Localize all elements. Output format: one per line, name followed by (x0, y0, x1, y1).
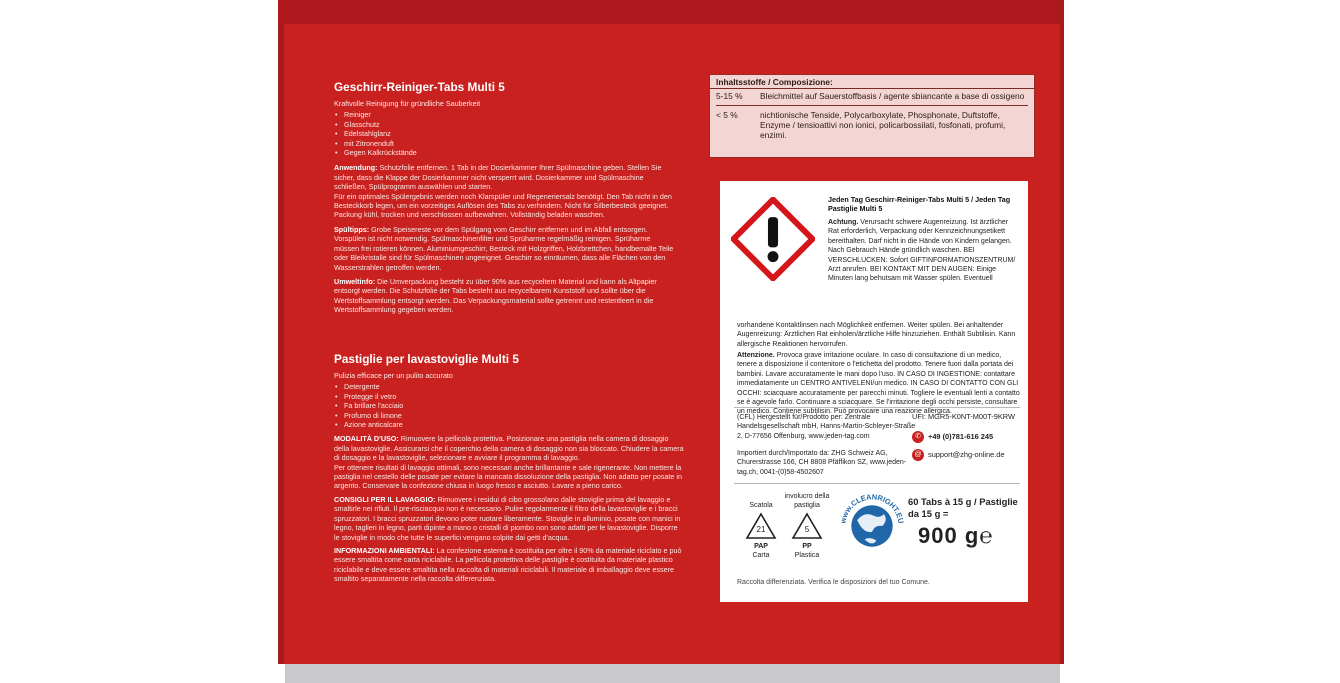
divider (734, 407, 1020, 408)
warning-italian-label: Attenzione. (737, 352, 775, 359)
italian-env-text: La confezione esterna è costituita per oltre il 90% da materiale riciclato e può essere smaltita come carta riciclabile. La pellicola protettiva delle pastiglie è costituita da materiale plastico riciclabile e deve essere smaltita nella raccolta di materiali riciclabili. Il materiale di imballaggio deve essere smaltito separatamente nella raccolta differenziata. (334, 545, 682, 584)
recycling-wrapper-material: PP (802, 543, 812, 550)
german-title: Geschirr-Reiniger-Tabs Multi 5 (334, 80, 505, 94)
german-section (334, 80, 674, 315)
recycling-box-code: 21 (756, 525, 766, 534)
list-item: • Azione anticalcare (334, 420, 684, 429)
italian-usage-label: MODALITÀ D'USO: (334, 434, 399, 444)
italian-subtitle: Pulizia efficace per un pulito accurato (334, 371, 453, 380)
list-item: • Protegge il vetro (334, 392, 684, 401)
italian-env-label: INFORMAZIONI AMBIENTALI: (334, 545, 435, 555)
ufi-code: UFI: MGR5-K0NT-M00T-9KRW (912, 412, 1015, 421)
ingredients-table (709, 74, 1035, 158)
german-env-label: Umweltinfo: (334, 276, 376, 286)
german-tips-text: Grobe Speisereste vor dem Spülgang vom Geschirr entfernen und im Abfall entsorgen. Vorspülen ist nicht notwendig. Spülmaschinenfilter und Sprüharme regelmäßig reinigen. Sprüharme müssen frei rotieren können. Aluminiumgeschirr, Besteck mit Holzgriffen, Holzbrettchen, handbemalte Teile oder Bleikristalle sind für Spülmaschinen ungeeignet. Geschirr so einräumen, dass alle Flächen von den Wasserstrahlen getroffen werden. (334, 224, 674, 272)
italian-section (334, 352, 684, 584)
phone-line (912, 431, 1026, 443)
box-top-edge (278, 0, 1060, 24)
german-usage-label: Anwendung: (334, 163, 378, 173)
german-usage (334, 163, 674, 191)
italian-tips (334, 495, 684, 542)
recycling-box-name: Carta (752, 552, 770, 559)
recycling-box-title: Scatola (749, 502, 773, 509)
list-item: • Fa brillare l'acciaio (334, 401, 684, 410)
box-bottom-edge (285, 664, 1060, 683)
divider (734, 483, 1020, 484)
warning-german-text: Verursacht schwere Augenreizung. Ist ärztlicher Rat erforderlich, Verpackung oder Kennzeichnungsetikett bereithalten. Darf nicht in die Hände von Kindern gelangen. Nach Gebrauch Hände gründlich waschen. BEI VERSCHLUCKEN: Sofort GIFTINFORMATIONSZENTRUM/ Arzt anrufen. BEI KONTAKT MIT DEN AUGEN: Einige Minuten lang behutsam mit Wasser spülen. Eventuell (828, 219, 1016, 283)
recycling-wrapper (782, 492, 832, 560)
ingredients-row (710, 108, 1034, 142)
list-item: • Detergente (334, 382, 684, 391)
warning-german (828, 218, 1018, 284)
exclamation-hazard-icon (731, 197, 815, 281)
label-title: Jeden Tag Geschirr-Reiniger-Tabs Multi 5 / Jeden Tag Pastiglie Multi 5 (828, 195, 1011, 214)
cleanright-text: www.CLEANRIGHT.EU (838, 492, 906, 525)
german-subtitle: Kraftvolle Reinigung für gründliche Sauberkeit (334, 99, 481, 108)
italian-usage-text: Rimuovere la pellicola protettiva. Posizionare una pastiglia nella camera di dosaggio della lavastoviglie. Assicurarsi che il coperchio della camera di dosaggio non sia bloccato. Chiudere la camera di dosaggio e la lavastoviglie, selezionare e avviare il programma di lavaggio. (334, 434, 684, 463)
email-line (912, 449, 1026, 461)
german-bullets (334, 110, 674, 157)
manufacturer-info: (CFL) Hergestellt für/Prodotto per: Zentrale Handelsgesellschaft mbH, Hanns-Martin-Schleyer-Straße 2, D-77656 Offenburg, www.jeden-tag.com (737, 414, 916, 440)
email-address: support@zhg-online.de (928, 450, 1005, 459)
recycling-arrows-icon (791, 512, 823, 540)
recycling-wrapper-name: Plastica (794, 552, 820, 559)
warning-german-label: Achtung. (828, 219, 859, 226)
ingredients-header: Inhaltsstoffe / Composizione: (710, 75, 1034, 89)
list-item: • mit Zitronenduft (334, 139, 674, 148)
list-item: • Profumo di limone (334, 411, 684, 420)
german-env-text: Die Umverpackung besteht zu über 90% aus recyceltem Material und kann als Altpapier entsorgt werden. Die Schutzfolie der Tabs besteht aus recycelbarem Kunststoff und sollte über die Wertstoffsammlung entsorgt werden. Das Verpackungsmaterial sollte getrennt und restentleert in die Wertstoffsammlung gegeben werden. (334, 276, 657, 315)
german-tips (334, 225, 674, 272)
italian-tips-label: CONSIGLI PER IL LAVAGGIO: (334, 494, 436, 504)
ingredient-text: nichtionische Tenside, Polycarboxylate, Phosphonate, Duftstoffe, Enzyme / tensioattivi non ionici, policarbossilati, fosfonati, profumi, enzimi. (760, 110, 1006, 140)
recycling-wrapper-title: involucro della pastiglia (784, 493, 830, 509)
importer-info: Importiert durch/Importato da: ZHG Schweiz AG, Churerstrasse 166, CH 8808 Pfäffikon SZ, www.jeden-tag.ch, 0041-(0)58-4502607 (737, 450, 907, 476)
warning-label (720, 181, 1028, 602)
phone-number: +49 (0)781-616 245 (928, 432, 994, 441)
italian-usage (334, 434, 684, 462)
german-usage-2: Für ein optimales Spülergebnis werden noch Klarspüler und Regeneriersalz benötigt. Den Tab nicht in den Besteckkorb legen, um ein vorzeitiges Auflösen des Tabs zu verhindern. Nicht für Silberbesteck geeignet. Packung kühl, trocken und verschlossen aufbewahren. Vollständig beladen waschen. (334, 191, 672, 220)
recycling-box-material: PAP (754, 543, 768, 550)
italian-tips-text: Rimuovere i residui di cibo grossolano dalle stoviglie prima del lavaggio e smaltirle nei rifiuti. Il pre-risciacquo non è necessario. Pulire regolarmente il filtro della lavastoviglie e i bracci spruzzatori. I bracci spruzzatori devono poter ruotare liberamente. Stoviglie in alluminio, posate con manici in legno, taglieri in legno, parti dipinte a mano o cristalli di piombo non sono adatti per le lavastoviglie. Disporre le stoviglie in modo che tutte le superfici vengano colpite dai getti d'acqua. (334, 494, 681, 542)
list-item: • Reiniger (334, 110, 674, 119)
german-usage-text: Schutzfolie entfernen. 1 Tab in der Dosierkammer Ihrer Spülmaschine geben. Stellen Sie sicher, dass die Klappe der Dosierkammer nicht versperrt wird. Dosierkammer und Spülmaschine schließen, Spülprogramm auswählen und starten. (334, 163, 662, 192)
ingredient-percent: < 5 % (716, 110, 738, 120)
german-tips-label: Spültipps: (334, 224, 370, 234)
recycling-arrows-icon (745, 512, 777, 540)
warning-german-continued: vorhandene Kontaktlinsen nach Möglichkeit entfernen. Weiter spülen. Bei anhaltender Augenreizung: Ärztlichen Rat einholen/ärztliche Hilfe hinzuziehen. Enthält Subtilisin. Kann allergische Reaktionen hervorrufen. (737, 322, 1016, 348)
italian-title: Pastiglie per lavastoviglie Multi 5 (334, 352, 519, 366)
phone-icon: ✆ (912, 431, 924, 443)
quantity-text: 60 Tabs à 15 g / Pastiglie da 15 g = (908, 496, 1018, 519)
german-env (334, 277, 674, 315)
recycling-wrapper-code: 5 (804, 525, 810, 534)
ingredient-text: Bleichmittel auf Sauerstoffbasis / agente sbiancante a base di ossigeno (760, 91, 1025, 101)
email-icon: @ (912, 449, 924, 461)
list-item: • Gegen Kalkrückstände (334, 148, 674, 157)
italian-bullets (334, 382, 684, 429)
ingredients-row (710, 89, 1034, 103)
italian-usage-2: Per ottenere risultati di lavaggio ottimali, sono necessari anche brillantante e sale rigenerante. Non mettere la pastiglia nel cestello delle posate per evitare la mancata dissoluzione della pastiglia. Non adatto per posate in argento. Conservare la confezione chiusa in luogo fresco e asciutto. Lavare a pieno carico. (334, 462, 683, 491)
recycling-note: Raccolta differenziata. Verifica le disposizioni del tuo Comune. (737, 579, 930, 586)
divider (716, 105, 1028, 106)
ingredient-percent: 5-15 % (716, 91, 743, 101)
recycling-box (737, 501, 785, 560)
cleanright-globe-logo (835, 489, 909, 563)
net-weight: 900 g℮ (918, 523, 994, 548)
list-item: • Glasschutz (334, 120, 674, 129)
list-item: • Edelstahlglanz (334, 129, 674, 138)
warning-italian-text: Provoca grave irritazione oculare. In caso di consultazione di un medico, tenere a disposizione il contenitore o l'etichetta del prodotto. Tenere fuori dalla portata dei bambini. Lavare accuratamente le mani dopo l'uso. IN CASO DI INGESTIONE: contattare immediatamente un CENTRO ANTIVELENI/un medico. IN CASO DI CONTATTO CON GLI OCCHI: sciacquare accuratamente per parecchi minuti. Togliere le eventuali lenti a contatto se è agevole farlo. Continuare a sciacquare. Se l'irritazione degli occhi persiste, consultare un medico. Contiene subtilisin. Può provocare una reazione allergica. (737, 352, 1020, 416)
italian-env (334, 546, 684, 584)
